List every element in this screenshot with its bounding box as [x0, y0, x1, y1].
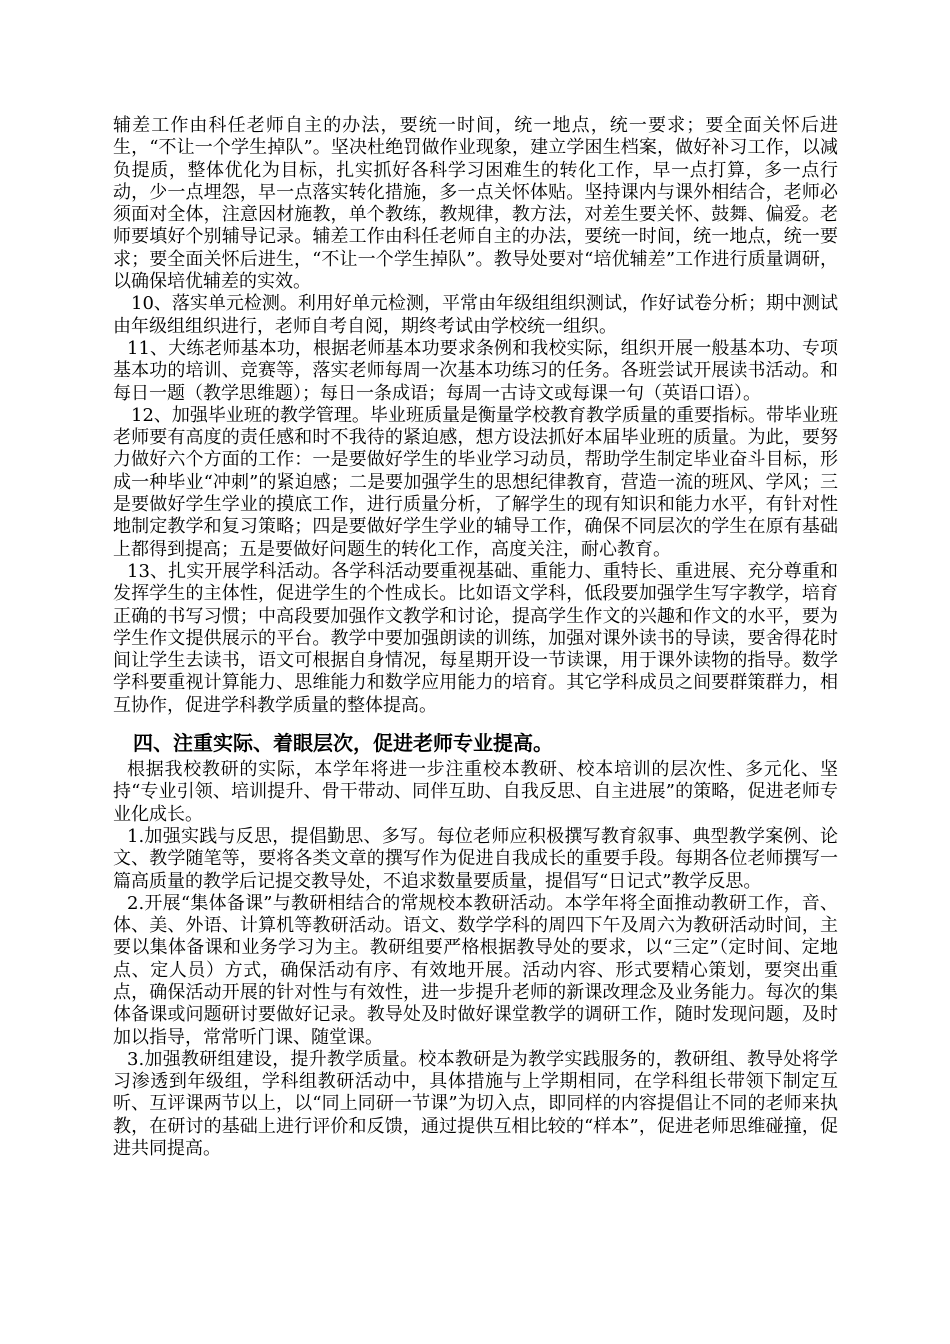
paragraph-remedial-work: 辅差工作由科任老师自主的办法，要统一时间，统一地点，统一要求；要全面关怀后进生，“不让一个学生掉队”。坚决杜绝罚做作业现象，建立学困生档案，做好补习工作，以减负提质，整体优化为目标，扎实抓好各科学习困难生的转化工作，早一点打算，多一点行动，少一点埋怨，早一点落实转化措施，多一点关怀体贴。坚持课内与课外相结合，老师必须面对全体，注意因材施教，单个教练，教规律，教方法，对差生要关怀、鼓舞、偏爱。老师要填好个别辅导记录。辅差工作由科任老师自主的办法，要统一时间，统一地点，统一要求；要全面关怀后进生，“不让一个学生掉队”。教导处要对“培优辅差”工作进行质量调研，以确保培优辅差的实效。: [113, 115, 838, 293]
paragraph-item-10: 10、落实单元检测。利用好单元检测，平常由年级组组织测试，作好试卷分析；期中测试由年级组组织进行，老师自考自阅，期终考试由学校统一组织。: [113, 293, 838, 337]
paragraph-item-12: 12、加强毕业班的教学管理。毕业班质量是衡量学校教育教学质量的重要指标。带毕业班老师要有高度的责任感和时不我待的紧迫感，想方设法抓好本届毕业班的质量。为此，要努力做好六个方面的工作：一是要做好学生的毕业学习动员，帮助学生制定毕业奋斗目标，形成一种毕业“冲刺”的紧迫感；二是要加强学生的思想纪律教育，营造一流的班风、学风；三是要做好学生学业的摸底工作，进行质量分析，了解学生的现有知识和能力水平，有针对性地制定教学和复习策略；四是要做好学生学业的辅导工作，确保不同层次的学生在原有基础上都得到提高；五是要做好问题生的转化工作，高度关注，耐心教育。: [113, 404, 838, 560]
paragraph-section-4-intro: 根据我校教研的实际，本学年将进一步注重校本教研、校本培训的层次性、多元化、坚持“专业引领、培训提升、骨干带动、同伴互助、自我反思、自主进展”的策略，促进老师专业化成长。: [113, 759, 838, 825]
paragraph-item-13: 13、扎实开展学科活动。各学科活动要重视基础、重能力、重特长、重进展、充分尊重和发挥学生的主体性，促进学生的个性成长。比如语文学科，低段要加强学生写字教学，培育正确的书写习惯；中高段要加强作文教学和讨论，提高学生作文的兴趣和作文的水平，要为学生作文提供展示的平台。教学中要加强朗读的训练，加强对课外读书的导读，要舍得花时间让学生去读书，语文可根据自身情况，每星期开设一节读课，用于课外读物的指导。数学学科要重视计算能力、思维能力和数学应用能力的培育。其它学科成员之间要群策群力，相互协作，促进学科教学质量的整体提高。: [113, 560, 838, 716]
paragraph-section-4-item-1: 1.加强实践与反思，提倡勤思、多写。每位老师应积极撰写教育叙事、典型教学案例、论文、教学随笔等，要将各类文章的撰写作为促进自我成长的重要手段。每期各位老师撰写一篇高质量的教学后记提交教导处，不追求数量要质量，提倡写“日记式”教学反思。: [113, 825, 838, 892]
paragraph-item-11: 11、大练老师基本功，根据老师基本功要求条例和我校实际，组织开展一般基本功、专项基本功的培训、竞赛等，落实老师每周一次基本功练习的任务。各班尝试开展读书活动。和每日一题（教学思维题）；每日一条成语；每周一古诗文或每课一句（英语口语）。: [113, 337, 838, 404]
paragraph-section-4-item-2: 2.开展“集体备课”与教研相结合的常规校本教研活动。本学年将全面推动教研工作，音、体、美、外语、计算机等教研活动。语文、数学学科的周四下午及周六为教研活动时间，主要以集体备课和业务学习为主。教研组要严格根据教导处的要求，以“三定”（定时间、定地点、定人员）方式，确保活动有序、有效地开展。活动内容、形式要精心策划，要突出重点，确保活动开展的针对性与有效性，进一步提升老师的新课改理念及业务能力。每次的集体备课或问题研讨要做好记录。教导处及时做好课堂教学的调研工作，随时发现问题，及时加以指导，常常听门课、随堂课。: [113, 892, 838, 1048]
section-heading-4: 四、注重实际、着眼层次，促进老师专业提高。: [133, 731, 553, 756]
document-page: [113, 115, 838, 1160]
paragraph-section-4-item-3: 3.加强教研组建设，提升教学质量。校本教研是为教学实践服务的，教研组、教导处将学习渗透到年级组，学科组教研活动中，具体措施与上学期相同，在学科组长带领下制定互听、互评课两节以上，以“同上同研一节课”为切入点，即同样的内容提倡让不同的老师来执教，在研讨的基础上进行评价和反馈，通过提供互相比较的“样本”，促进老师思维碰撞，促进共同提高。: [113, 1048, 838, 1160]
